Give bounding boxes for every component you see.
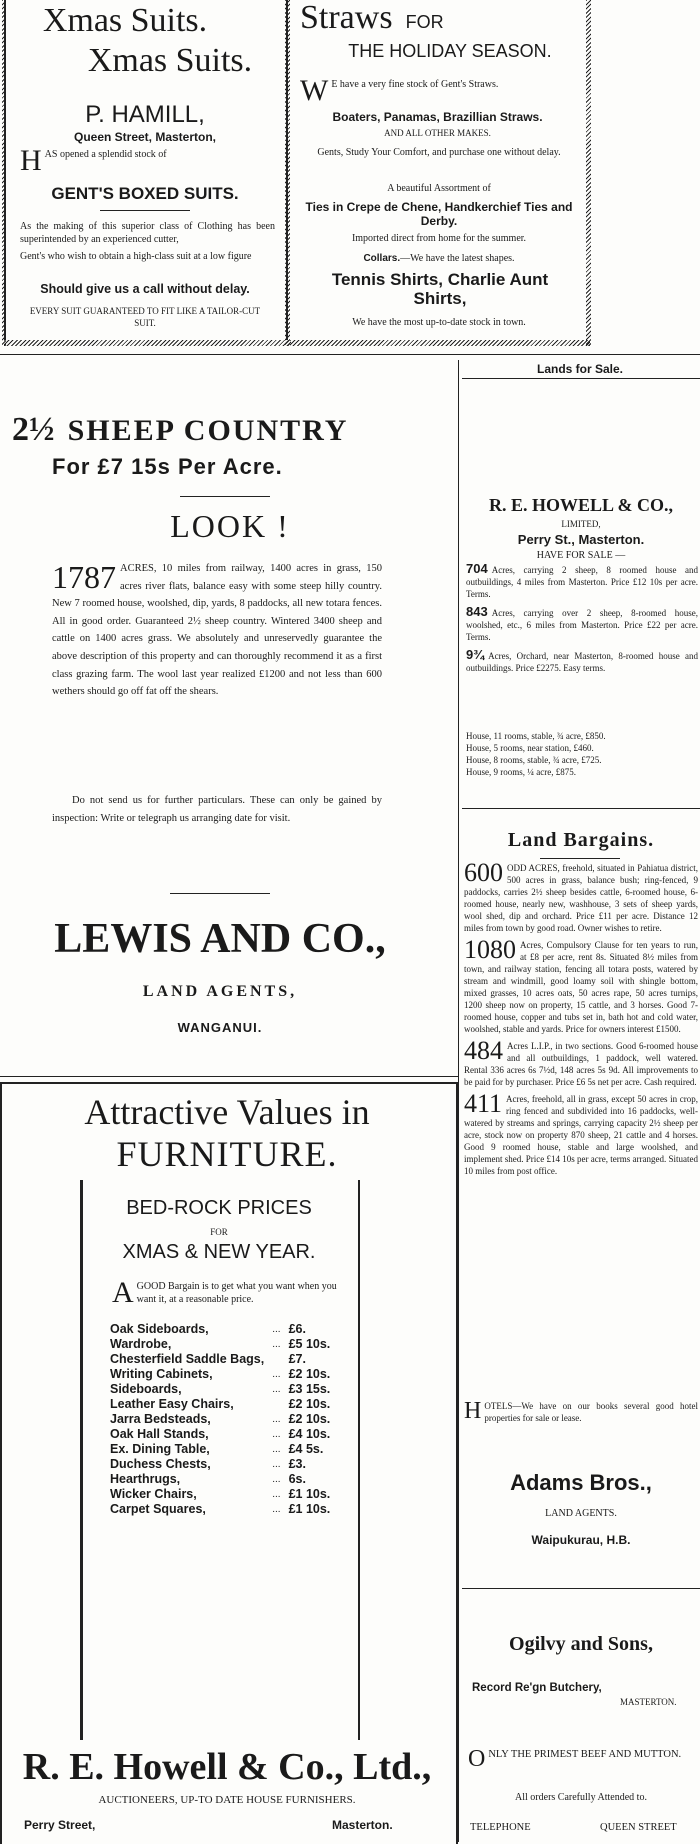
middle-section-rule (0, 1076, 458, 1077)
item-dots: ... (272, 1489, 281, 1500)
listing-text: Acres, carrying 2 sheep, 8 roomed house and outbuildings, 4 miles from Masterton. Price £12 10s per acre. Terms. (466, 565, 698, 599)
item-dots (266, 1397, 286, 1412)
straws-heading-1-line (300, 0, 580, 36)
item-dots: ... (272, 1384, 281, 1395)
xmas-merchant-name: P. HAMILL, (85, 101, 205, 128)
straws-ad-right-border (586, 0, 591, 346)
furniture-intro (112, 1276, 342, 1309)
price-row (108, 1337, 332, 1352)
ogilvy-telephone: TELEPHONE (470, 1822, 531, 1833)
sheep-divider-2 (170, 893, 270, 894)
ogilvy-tagline (468, 1748, 696, 1770)
straws-heading-2: THE HOLIDAY SEASON. (348, 41, 552, 61)
furniture-for: FOR (210, 1227, 228, 1237)
sheep-agent-name: LEWIS AND CO., (54, 916, 386, 962)
ogilvy-name: Ogilvy and Sons, (509, 1633, 653, 1655)
furniture-subheading: BED-ROCK PRICES (126, 1197, 312, 1219)
item-price: £1 10s. (288, 1487, 331, 1501)
item-name: Duchess Chests, (110, 1457, 211, 1471)
item-price: 6s. (288, 1472, 306, 1486)
item-dots: ... (272, 1504, 281, 1515)
sheep-price-line: For £7 15s Per Acre. (52, 454, 283, 479)
furniture-firm-role: AUCTIONEERS, UP-TO DATE HOUSE FURNISHERS. (98, 1794, 356, 1806)
item-price: £6. (288, 1322, 306, 1336)
bargain-listing (464, 1093, 698, 1177)
straws-heading-1: Straws (300, 0, 393, 36)
sheep-acres: 1787 (52, 559, 116, 595)
price-row (108, 1442, 332, 1457)
listing-text: Acres, carrying over 2 sheep, 8-roomed house, woolshed, etc., 6 miles from Masterton. Price £22 per acre. Terms. (466, 608, 698, 642)
xmas-para-1: As the making of this superior class of Clothing has been superintended by an experienced cutter, (20, 221, 275, 245)
hotels-dropcap: H (464, 1398, 482, 1424)
sheep-para-2: Do not send us for further particulars. These can only be gained by inspection: Write or telegraph us arranging date for visit. (52, 795, 382, 824)
howell-have-for-sale: HAVE FOR SALE — (536, 550, 626, 561)
price-row (108, 1502, 332, 1517)
item-name: Ex. Dining Table, (110, 1442, 210, 1456)
bargain-number: 484 (464, 1040, 503, 1065)
item-price: £5 10s. (288, 1337, 331, 1351)
item-dots: ... (272, 1459, 281, 1470)
bargain-text: ODD ACRES, freehold, situated in Pahiatua district, 500 acres in grass, balance bush; ring-fenced, 9 paddocks, carries 2½ sheep besides cattle, 6-roomed house, 6-roomed house, nearly new, washhouse, 3 sets of sheep yards, wool shed, dip and orchard. Price £11 per acre. Distance 12 miles from town by good road. Owner wishes to retire. (464, 863, 698, 933)
sheep-heading: SHEEP COUNTRY (67, 414, 349, 447)
howell-address: Perry St., Masterton. (517, 532, 645, 547)
top-section-rule (0, 354, 700, 355)
ogilvy-business: Record Re'gn Butchery, (472, 1682, 602, 1694)
item-name: Sideboards, (110, 1382, 182, 1396)
xmas-call-to-action: Should give us a call without delay. (40, 282, 250, 296)
item-name: Wicker Chairs, (110, 1487, 197, 1501)
item-dots: ... (272, 1324, 281, 1335)
price-row (108, 1352, 332, 1367)
straws-intro (300, 74, 578, 107)
xmas-dropcap: H (20, 144, 42, 177)
house-listing: House, 11 rooms, stable, ¾ acre, £850. (466, 731, 606, 741)
sheep-para-1-text: ACRES, 10 miles from railway, 1400 acres in grass, 150 acres river flats, balance easy with some steep hilly country. New 7 roomed house, woolshed, dip, yards, 8 paddocks, all new totara fences. All in good order. Guaranteed 2½ sheep country. Wintered 3400 sheep and cattle on 1400 acres grass. We absolutely and unreservedly guarantee the above description of this property and can thoroughly recommend it as a first class grazing farm. The wool last year realized £1200 and not less than 600 wethers should go off fat off the shears. (52, 563, 382, 698)
item-dots: ... (272, 1339, 281, 1350)
bargain-listing (464, 1040, 698, 1088)
howell-houses (466, 730, 698, 778)
straws-styles: Boaters, Panamas, Brazillian Straws. (332, 110, 543, 124)
item-dots: ... (272, 1474, 281, 1485)
furniture-heading-1: Attractive Values in (84, 1092, 370, 1132)
listing-number: 843 (466, 604, 488, 619)
sheep-agent-town: WANGANUI. (177, 1020, 263, 1035)
item-price: £1 10s. (288, 1502, 331, 1516)
straws-stock-note: We have the most up-to-date stock in town. (352, 317, 526, 328)
price-row (108, 1397, 332, 1412)
ogilvy-dropcap: O (468, 1746, 486, 1772)
bargain-text: Acres, Compulsory Clause for ten years to run, at £8 per acre, rent 8s. Situated 8½ miles from town, and railway station, fencing all totara posts, watered by stream and windmill, good loamy soil with shingle bottom, mixed grasses, 10 acres oats, 50 acres rape, 50 acres turnips, 1200 sheep now on property, 15 cattle, and 3 horses. Good 7-roomed house, copper and tubs set in, bath hot and cold water, woolshed, stable and yards. Price for owners interest £1500. (464, 940, 698, 1034)
sheep-look: LOOK ! (170, 508, 290, 544)
straws-heading-for: FOR (405, 12, 444, 32)
item-name: Carpet Squares, (110, 1502, 206, 1516)
item-dots: ... (272, 1444, 281, 1455)
price-row (108, 1472, 332, 1487)
lands-header: Lands for Sale. (536, 362, 624, 376)
price-row (108, 1322, 332, 1337)
bargains-hotels (464, 1400, 698, 1424)
bargain-number: 411 (464, 1093, 503, 1118)
ogilvy-street: QUEEN STREET (600, 1822, 677, 1833)
column-divider (458, 360, 459, 1842)
item-name: Oak Sideboards, (110, 1322, 209, 1336)
howell-listing (466, 606, 698, 643)
price-row (108, 1427, 332, 1442)
lands-header-rule (462, 378, 700, 379)
bargain-listing (464, 939, 698, 1035)
straws-other-makes: AND ALL OTHER MAKES. (384, 128, 491, 138)
item-name: Writing Cabinets, (110, 1367, 213, 1381)
furniture-price-list (108, 1322, 332, 1517)
furniture-firm-street: Perry Street, (24, 1818, 96, 1832)
item-name: Leather Easy Chairs, (110, 1397, 234, 1411)
hotels-text: OTELS—We have on our books several good hotel properties for sale or lease. (484, 1401, 698, 1423)
sheep-para-1 (52, 560, 382, 701)
item-price: £4 10s. (288, 1427, 331, 1441)
item-price: £4 5s. (288, 1442, 324, 1456)
price-row (108, 1367, 332, 1382)
house-listing: House, 9 rooms, ¼ acre, £875. (466, 767, 576, 777)
price-row (108, 1382, 332, 1397)
xmas-intro-text: AS opened a splendid stock of (44, 149, 167, 160)
ogilvy-town: MASTERTON. (620, 1697, 677, 1707)
furniture-right-block (360, 1180, 450, 1740)
adams-bottom-rule (462, 1588, 700, 1589)
straws-ties: Ties in Crepe de Chene, Handkerchief Ties and Derby. (305, 200, 573, 228)
sheep-heading-line (12, 410, 432, 450)
item-dots: ... (272, 1429, 281, 1440)
furniture-firm-name: R. E. Howell & Co., Ltd., (22, 1746, 432, 1788)
xmas-divider (100, 210, 190, 211)
price-row (108, 1457, 332, 1472)
adams-town: Waipukurau, H.B. (531, 1533, 631, 1547)
listing-number: 704 (466, 561, 488, 576)
item-dots: ... (272, 1369, 281, 1380)
item-price: £3 15s. (288, 1382, 331, 1396)
bargain-number: 1080 (464, 939, 516, 964)
adams-name: Adams Bros., (510, 1470, 652, 1495)
item-price: £3. (288, 1457, 306, 1471)
bargain-text: Acres, freehold, all in grass, except 50 acres in crop, ring fenced and subdivided into 16 paddocks, well-watered by streams and springs, carrying capacity 2½ sheep per acre, stock now on property 870 sheep, 21 cattle and 4 horses. Good 9 roomed house, stable and large woolshed, and implement shed. Price £14 10s per acre, terms arranged. Situated 10 miles from post office. (464, 1094, 698, 1176)
furniture-left-block (10, 1180, 78, 1740)
house-listing: House, 5 rooms, near station, £460. (466, 743, 594, 753)
bargains-heading: Land Bargains. (507, 829, 655, 851)
furniture-intro-text: GOOD Bargain is to get what you want when you want it, at a reasonable price. (136, 1281, 337, 1305)
straws-intro-text: E have a very fine stock of Gent's Straws. (331, 79, 499, 90)
furniture-firm-town: Masterton. (332, 1818, 393, 1832)
straws-assortment: A beautiful Assortment of (387, 183, 491, 194)
item-name: Jarra Bedsteads, (110, 1412, 211, 1426)
item-name: Chesterfield Saddle Bags, (110, 1352, 265, 1366)
price-row (108, 1412, 332, 1427)
item-name: Hearthrugs, (110, 1472, 181, 1486)
straws-ad-bottom-border (290, 340, 590, 346)
howell-listing (466, 563, 698, 600)
listing-number: 9¾ (466, 647, 485, 662)
howell-bottom-rule (462, 808, 700, 809)
item-price: £2 10s. (288, 1412, 331, 1426)
furniture-dropcap: A (112, 1276, 134, 1309)
straws-imported: Imported direct from home for the summer. (351, 233, 527, 244)
howell-limited: LIMITED, (561, 519, 601, 529)
bargain-listing (464, 862, 698, 934)
xmas-merchant-address: Queen Street, Masterton, (73, 130, 217, 144)
straws-dropcap: W (300, 74, 329, 107)
item-price: £2 10s. (288, 1397, 331, 1411)
xmas-heading-2: Xmas Suits. (87, 42, 253, 79)
howell-listings (466, 563, 698, 680)
item-dots: ... (272, 1414, 281, 1425)
adams-role: LAND AGENTS. (545, 1508, 617, 1519)
xmas-ad-right-border (285, 0, 290, 346)
price-row (108, 1487, 332, 1502)
straws-comfort: Gents, Study Your Comfort, and purchase one without delay. (317, 147, 561, 158)
straws-shirts: Tennis Shirts, Charlie Aunt Shirts, (331, 270, 549, 308)
ogilvy-tagline-text: NLY THE PRIMEST BEEF AND MUTTON. (488, 1749, 682, 1760)
listing-text: Acres, Orchard, near Masterton, 8-roomed house and outbuildings. Price £2275. Easy terms. (466, 651, 698, 673)
xmas-heading-1: Xmas Suits. (42, 2, 208, 39)
item-name: Wardrobe, (110, 1337, 172, 1351)
xmas-para-2: Gent's who wish to obtain a high-class suit at a low figure (20, 251, 252, 262)
howell-name: R. E. HOWELL & CO., (488, 495, 674, 515)
howell-listing (466, 649, 698, 674)
straws-collars-text: —We have the latest shapes. (400, 253, 515, 264)
item-dots (266, 1352, 286, 1367)
furniture-season: XMAS & NEW YEAR. (122, 1241, 316, 1263)
straws-collars (298, 252, 580, 265)
sheep-fraction: 2½ (12, 411, 55, 448)
bargains-heading-rule (540, 858, 620, 859)
item-name: Oak Hall Stands, (110, 1427, 209, 1441)
item-price: £2 10s. (288, 1367, 331, 1381)
ogilvy-orders: All orders Carefully Attended to. (515, 1792, 647, 1803)
bargain-number: 600 (464, 862, 503, 887)
xmas-ad-bottom-border (4, 340, 291, 346)
bargain-text: Acres L.I.P., in two sections. Good 6-roomed house and all outbuildings, 1 paddock, well watered. Rental 336 acres 6s 7½d, 148 acres 5s 9d. All improvements to be paid for by purchaser. Price £6 5s net per acre. Cash required. (464, 1041, 698, 1087)
sheep-divider (180, 496, 270, 497)
item-price: £7. (288, 1352, 306, 1366)
xmas-intro (20, 144, 275, 177)
xmas-product-heading: GENT'S BOXED SUITS. (51, 184, 239, 203)
xmas-ad-left-border (2, 0, 6, 346)
sheep-agent-role: LAND AGENTS, (142, 983, 298, 1000)
xmas-guarantee: EVERY SUIT GUARANTEED TO FIT LIKE A TAILOR-CUT SUIT. (29, 306, 261, 328)
furniture-heading-2: FURNITURE. (116, 1134, 338, 1174)
house-listing: House, 8 rooms, stable, ¾ acre, £725. (466, 755, 602, 765)
bargains-listings (464, 862, 698, 1182)
straws-collars-label: Collars. (363, 253, 401, 264)
